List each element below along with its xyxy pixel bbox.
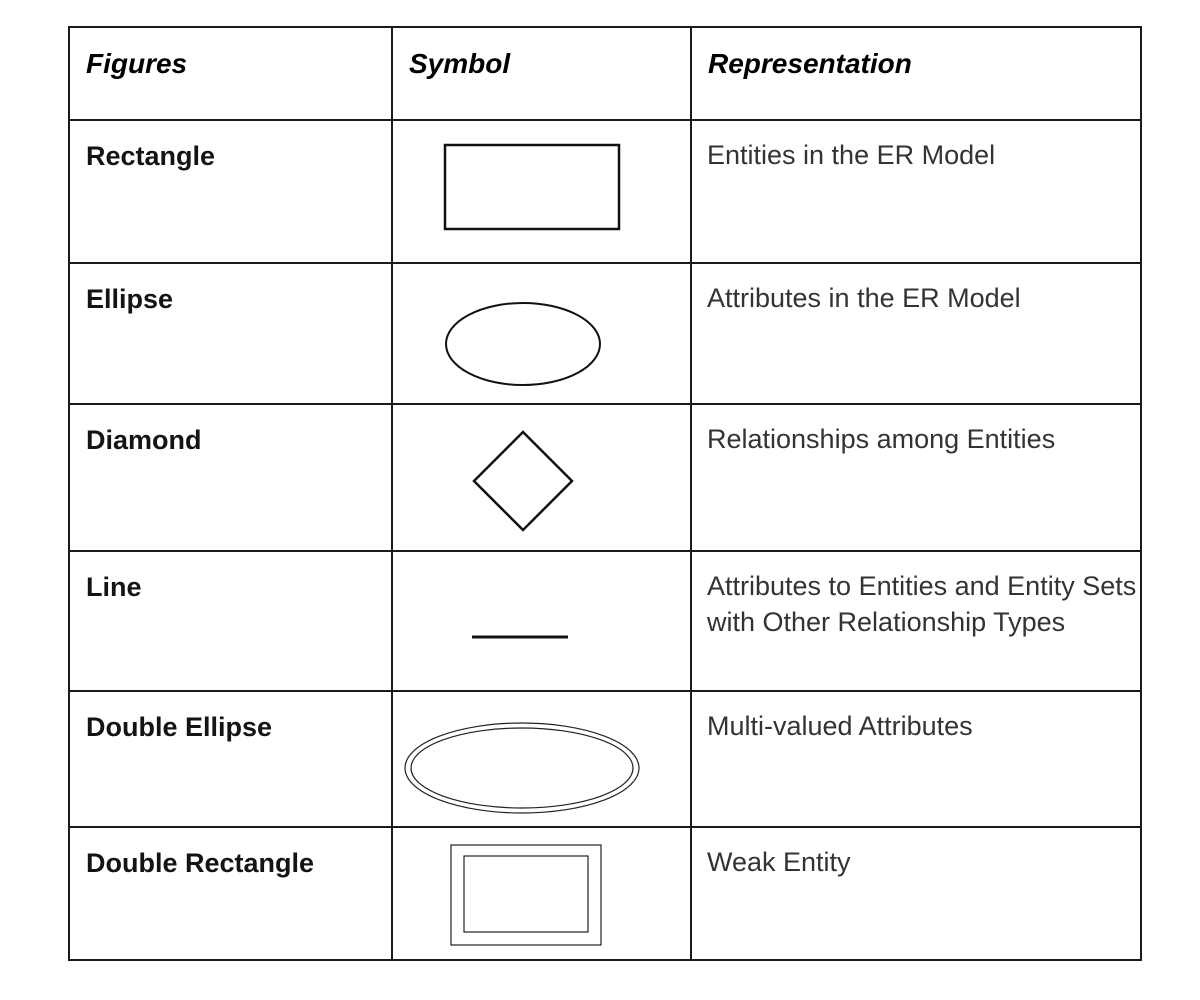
header-figures: Figures — [86, 48, 188, 79]
table-row — [69, 120, 1141, 263]
table-row — [69, 404, 1141, 551]
figure-name: Rectangle — [86, 141, 216, 171]
representation-text: Relationships among Entities — [707, 424, 1056, 454]
representation-text: Attributes in the ER Model — [707, 283, 1021, 313]
symbol-cell — [392, 827, 691, 960]
representation-cell — [691, 263, 1141, 404]
header-cell-symbol — [392, 27, 691, 120]
figure-cell — [69, 691, 392, 827]
header-symbol: Symbol — [409, 48, 511, 79]
representation-text: Weak Entity — [707, 847, 851, 877]
representation-cell — [691, 827, 1141, 960]
double-ellipse-icon — [402, 720, 642, 816]
representation-cell — [691, 120, 1141, 263]
header-cell-representation — [691, 27, 1141, 120]
representation-text: Multi-valued Attributes — [707, 711, 973, 741]
figure-name: Double Ellipse — [86, 712, 273, 742]
symbol-cell — [392, 404, 691, 551]
representation-cell — [691, 551, 1141, 691]
symbol-cell — [392, 691, 691, 827]
figure-cell — [69, 263, 392, 404]
symbol-cell — [392, 551, 691, 691]
representation-cell — [691, 691, 1141, 827]
rectangle-icon — [443, 143, 623, 233]
table-row — [69, 691, 1141, 827]
representation-text: Entities in the ER Model — [707, 140, 996, 170]
figure-name: Line — [86, 572, 142, 602]
ellipse-icon — [443, 300, 603, 388]
header-cell-figures — [69, 27, 392, 120]
table-row — [69, 827, 1141, 960]
diamond-icon — [471, 429, 575, 533]
figure-cell — [69, 551, 392, 691]
figure-name: Ellipse — [86, 284, 174, 314]
figure-name: Double Rectangle — [86, 848, 315, 878]
table-row — [69, 551, 1141, 691]
double-rectangle-icon — [450, 844, 602, 946]
line-icon — [471, 632, 569, 642]
symbol-cell — [392, 120, 691, 263]
symbol-cell — [392, 263, 691, 404]
figure-cell — [69, 827, 392, 960]
header-row — [69, 27, 1141, 120]
figure-name: Diamond — [86, 425, 202, 455]
figure-cell — [69, 404, 392, 551]
representation-text: Attributes to Entities and Entity Sets with Other Relationship Types — [707, 571, 1137, 637]
representation-cell — [691, 404, 1141, 551]
er-symbols-table — [68, 26, 1142, 961]
figure-cell — [69, 120, 392, 263]
table-row — [69, 263, 1141, 404]
header-representation: Representation — [708, 48, 912, 79]
